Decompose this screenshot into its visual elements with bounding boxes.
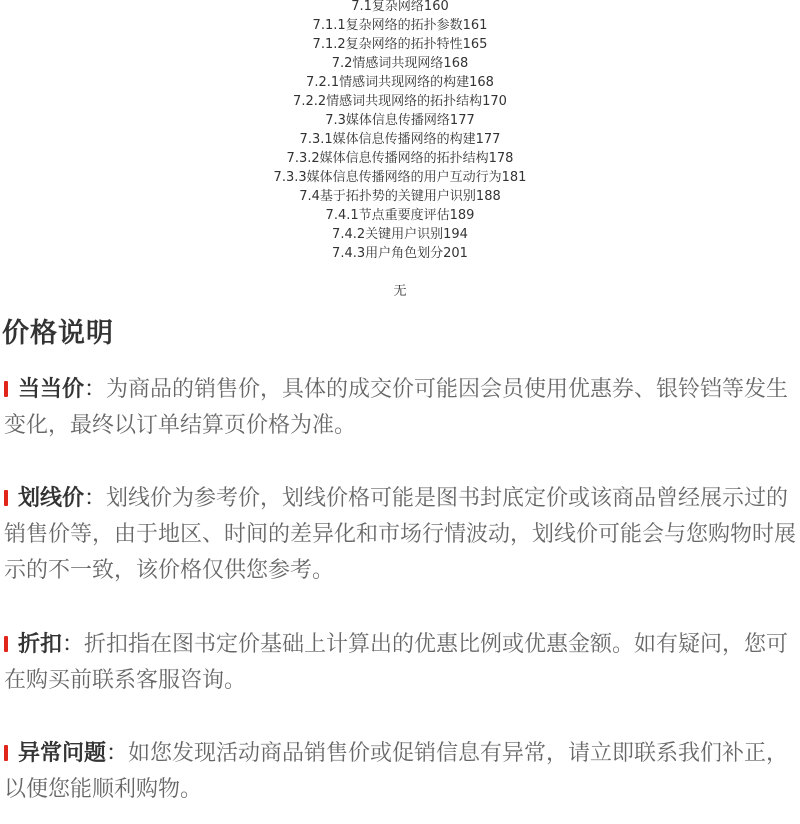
toc-entry: 7.2情感词共现网络168 xyxy=(331,56,469,71)
toc-entry: 7.2.1情感词共现网络的构建168 xyxy=(306,75,494,90)
toc-entry: 7.3媒体信息传播网络177 xyxy=(325,113,475,128)
price-note-description: 如您发现活动商品销售价或促销信息有异常，请立即联系我们补正，以便您能顺利购物。 xyxy=(4,741,789,802)
toc-entry: 7.3.2媒体信息传播网络的拓扑结构178 xyxy=(286,151,514,166)
red-bar-icon xyxy=(4,745,8,761)
price-note-term: 当当价 xyxy=(18,377,85,402)
toc-entry: 7.1复杂网络160 xyxy=(351,0,449,14)
red-bar-icon xyxy=(4,636,8,652)
price-note-description: 折扣指在图书定价基础上计算出的优惠比例或优惠金额。如有疑问，您可在购买前联系客服咨询。 xyxy=(4,632,789,693)
toc-entry: 7.3.1媒体信息传播网络的构建177 xyxy=(299,132,501,147)
toc-entry: 7.1.1复杂网络的拓扑参数161 xyxy=(312,18,488,33)
toc-entry: 7.4基于拓扑势的关键用户识别188 xyxy=(299,189,501,204)
price-section-title: 价格说明 xyxy=(2,318,114,349)
price-note-term: 划线价 xyxy=(18,486,85,511)
price-note-separator: ： xyxy=(84,486,107,511)
toc-entry: 7.4.2关键用户识别194 xyxy=(332,227,468,242)
price-note-description: 为商品的销售价，具体的成交价可能因会员使用优惠券、银铃铛等发生变化，最终以订单结算页价格为准。 xyxy=(4,377,789,438)
toc-entry: 7.2.2情感词共现网络的拓扑结构170 xyxy=(293,94,507,109)
price-note-term: 异常问题 xyxy=(18,741,107,766)
price-note-separator: ： xyxy=(62,632,85,657)
price-note-discount xyxy=(4,627,796,699)
price-note-description: 划线价为参考价，划线价格可能是图书封底定价或该商品曾经展示过的销售价等，由于地区、时间的差异化和市场行情波动，划线价可能会与您购物时展示的不一致，该价格仅供您参考。 xyxy=(4,486,797,583)
toc-entry: 7.3.3媒体信息传播网络的用户互动行为181 xyxy=(273,170,527,185)
price-note-separator: ： xyxy=(84,377,107,402)
toc-entry: 7.1.2复杂网络的拓扑特性165 xyxy=(312,37,488,52)
empty-placeholder-text: 无 xyxy=(393,284,407,299)
price-note-exception xyxy=(4,736,796,808)
red-bar-icon xyxy=(4,381,8,397)
table-of-contents xyxy=(0,0,800,263)
red-bar-icon xyxy=(4,490,8,506)
price-note-separator: ： xyxy=(106,741,129,766)
toc-entry: 7.4.3用户角色划分201 xyxy=(332,246,468,261)
price-note-dangdang-price xyxy=(4,372,796,444)
toc-entry: 7.4.1节点重要度评估189 xyxy=(325,208,475,223)
price-note-list-price xyxy=(4,481,796,589)
price-note-term: 折扣 xyxy=(18,632,63,657)
